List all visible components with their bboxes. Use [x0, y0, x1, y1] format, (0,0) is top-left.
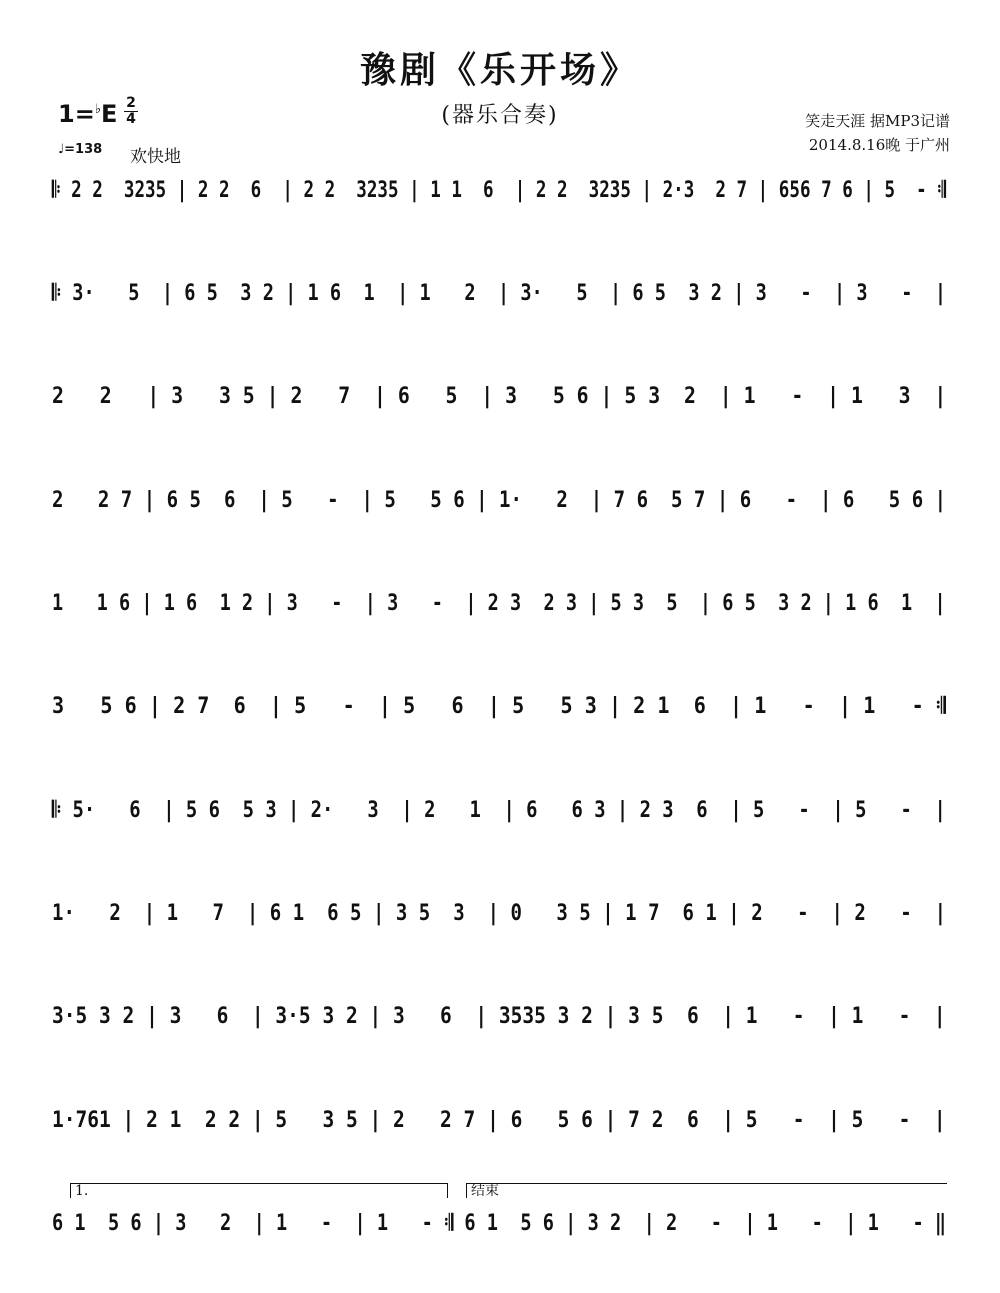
tempo-mark: ♩=138 [58, 142, 103, 157]
credit-line-1: 笑走天涯 据MP3记谱 [805, 112, 950, 130]
notation-line: 𝄆 5· 6 | 5 6 5 3 | 2· 3 | 2 1 | 6 6 3 | 2 3 6 | 5 - | 5 - | [52, 798, 946, 823]
credit-line-2: 2014.8.16晚 于广州 [808, 136, 950, 154]
volta-first: 1. [70, 1183, 448, 1198]
notation-line: 𝄆 3· 5 | 6 5 3 2 | 1 6 1 | 1 2 | 3· 5 | 6 5 3 2 | 3 - | 3 - | [52, 281, 947, 306]
score-system-3 [52, 378, 946, 426]
flat-sign: ♭ [94, 102, 101, 117]
notation-line: 3 5 6 | 2 7 6 | 5 - | 5 6 | 5 5 3 | 2 1 6 | 1 - | 1 - 𝄇 [52, 694, 946, 719]
time-top: 2 [126, 95, 136, 111]
score-system-6 [52, 688, 946, 736]
key-signature [58, 100, 117, 128]
score-system-5 [52, 585, 946, 633]
score-system-10 [52, 1102, 946, 1150]
score-system-9 [52, 998, 946, 1046]
expression-mark: 欢快地 [130, 147, 181, 167]
volta-ending: 结束 [466, 1183, 947, 1198]
notation-line: 3·5 3 2 | 3 6 | 3·5 3 2 | 3 6 | 3535 3 2 | 3 5 6 | 1 - | 1 - | [52, 1004, 946, 1029]
score-system-2 [52, 275, 946, 323]
notation-line: 2 2 7 | 6 5 6 | 5 - | 5 5 6 | 1· 2 | 7 6 5 7 | 6 - | 6 5 6 | [52, 488, 947, 513]
score-system-7 [52, 792, 946, 840]
key-note: E [100, 100, 118, 128]
score-subtitle: (器乐合奏) [441, 103, 559, 128]
notation-line: 1·761 | 2 1 2 2 | 5 3 5 | 2 2 7 | 6 5 6 | 7 2 6 | 5 - | 5 - | [52, 1108, 946, 1133]
key-label: 1= [58, 100, 95, 128]
time-signature [124, 96, 138, 127]
notation-line: 𝄆 2 2 3235 | 2 2 6 | 2 2 3235 | 1 1 6 | 2 2 3235 | 2·3 2 7 | 656 7 6 | 5 - 𝄇 [52, 178, 946, 203]
notation-line: 6 1 5 6 | 3 2 | 1 - | 1 - 𝄇 6 1 5 6 | 3 2 | 2 - | 1 - | 1 - ‖ [52, 1211, 947, 1236]
notation-line: 2 2 | 3 3 5 | 2 7 | 6 5 | 3 5 6 | 5 3 2 | 1 - | 1 3 | [52, 384, 947, 409]
score-system-4 [52, 482, 946, 530]
notation-line: 1· 2 | 1 7 | 6 1 6 5 | 3 5 3 | 0 3 5 | 1 7 6 1 | 2 - | 2 - | [52, 901, 947, 926]
time-bottom: 4 [126, 111, 136, 127]
score-system-1 [52, 172, 946, 220]
notation-line: 1 1 6 | 1 6 1 2 | 3 - | 3 - | 2 3 2 3 | 5 3 5 | 6 5 3 2 | 1 6 1 | [52, 591, 946, 616]
score-system-11 [52, 1205, 946, 1253]
score-system-8 [52, 895, 946, 943]
score-title: 豫剧《乐开场》 [359, 49, 640, 91]
